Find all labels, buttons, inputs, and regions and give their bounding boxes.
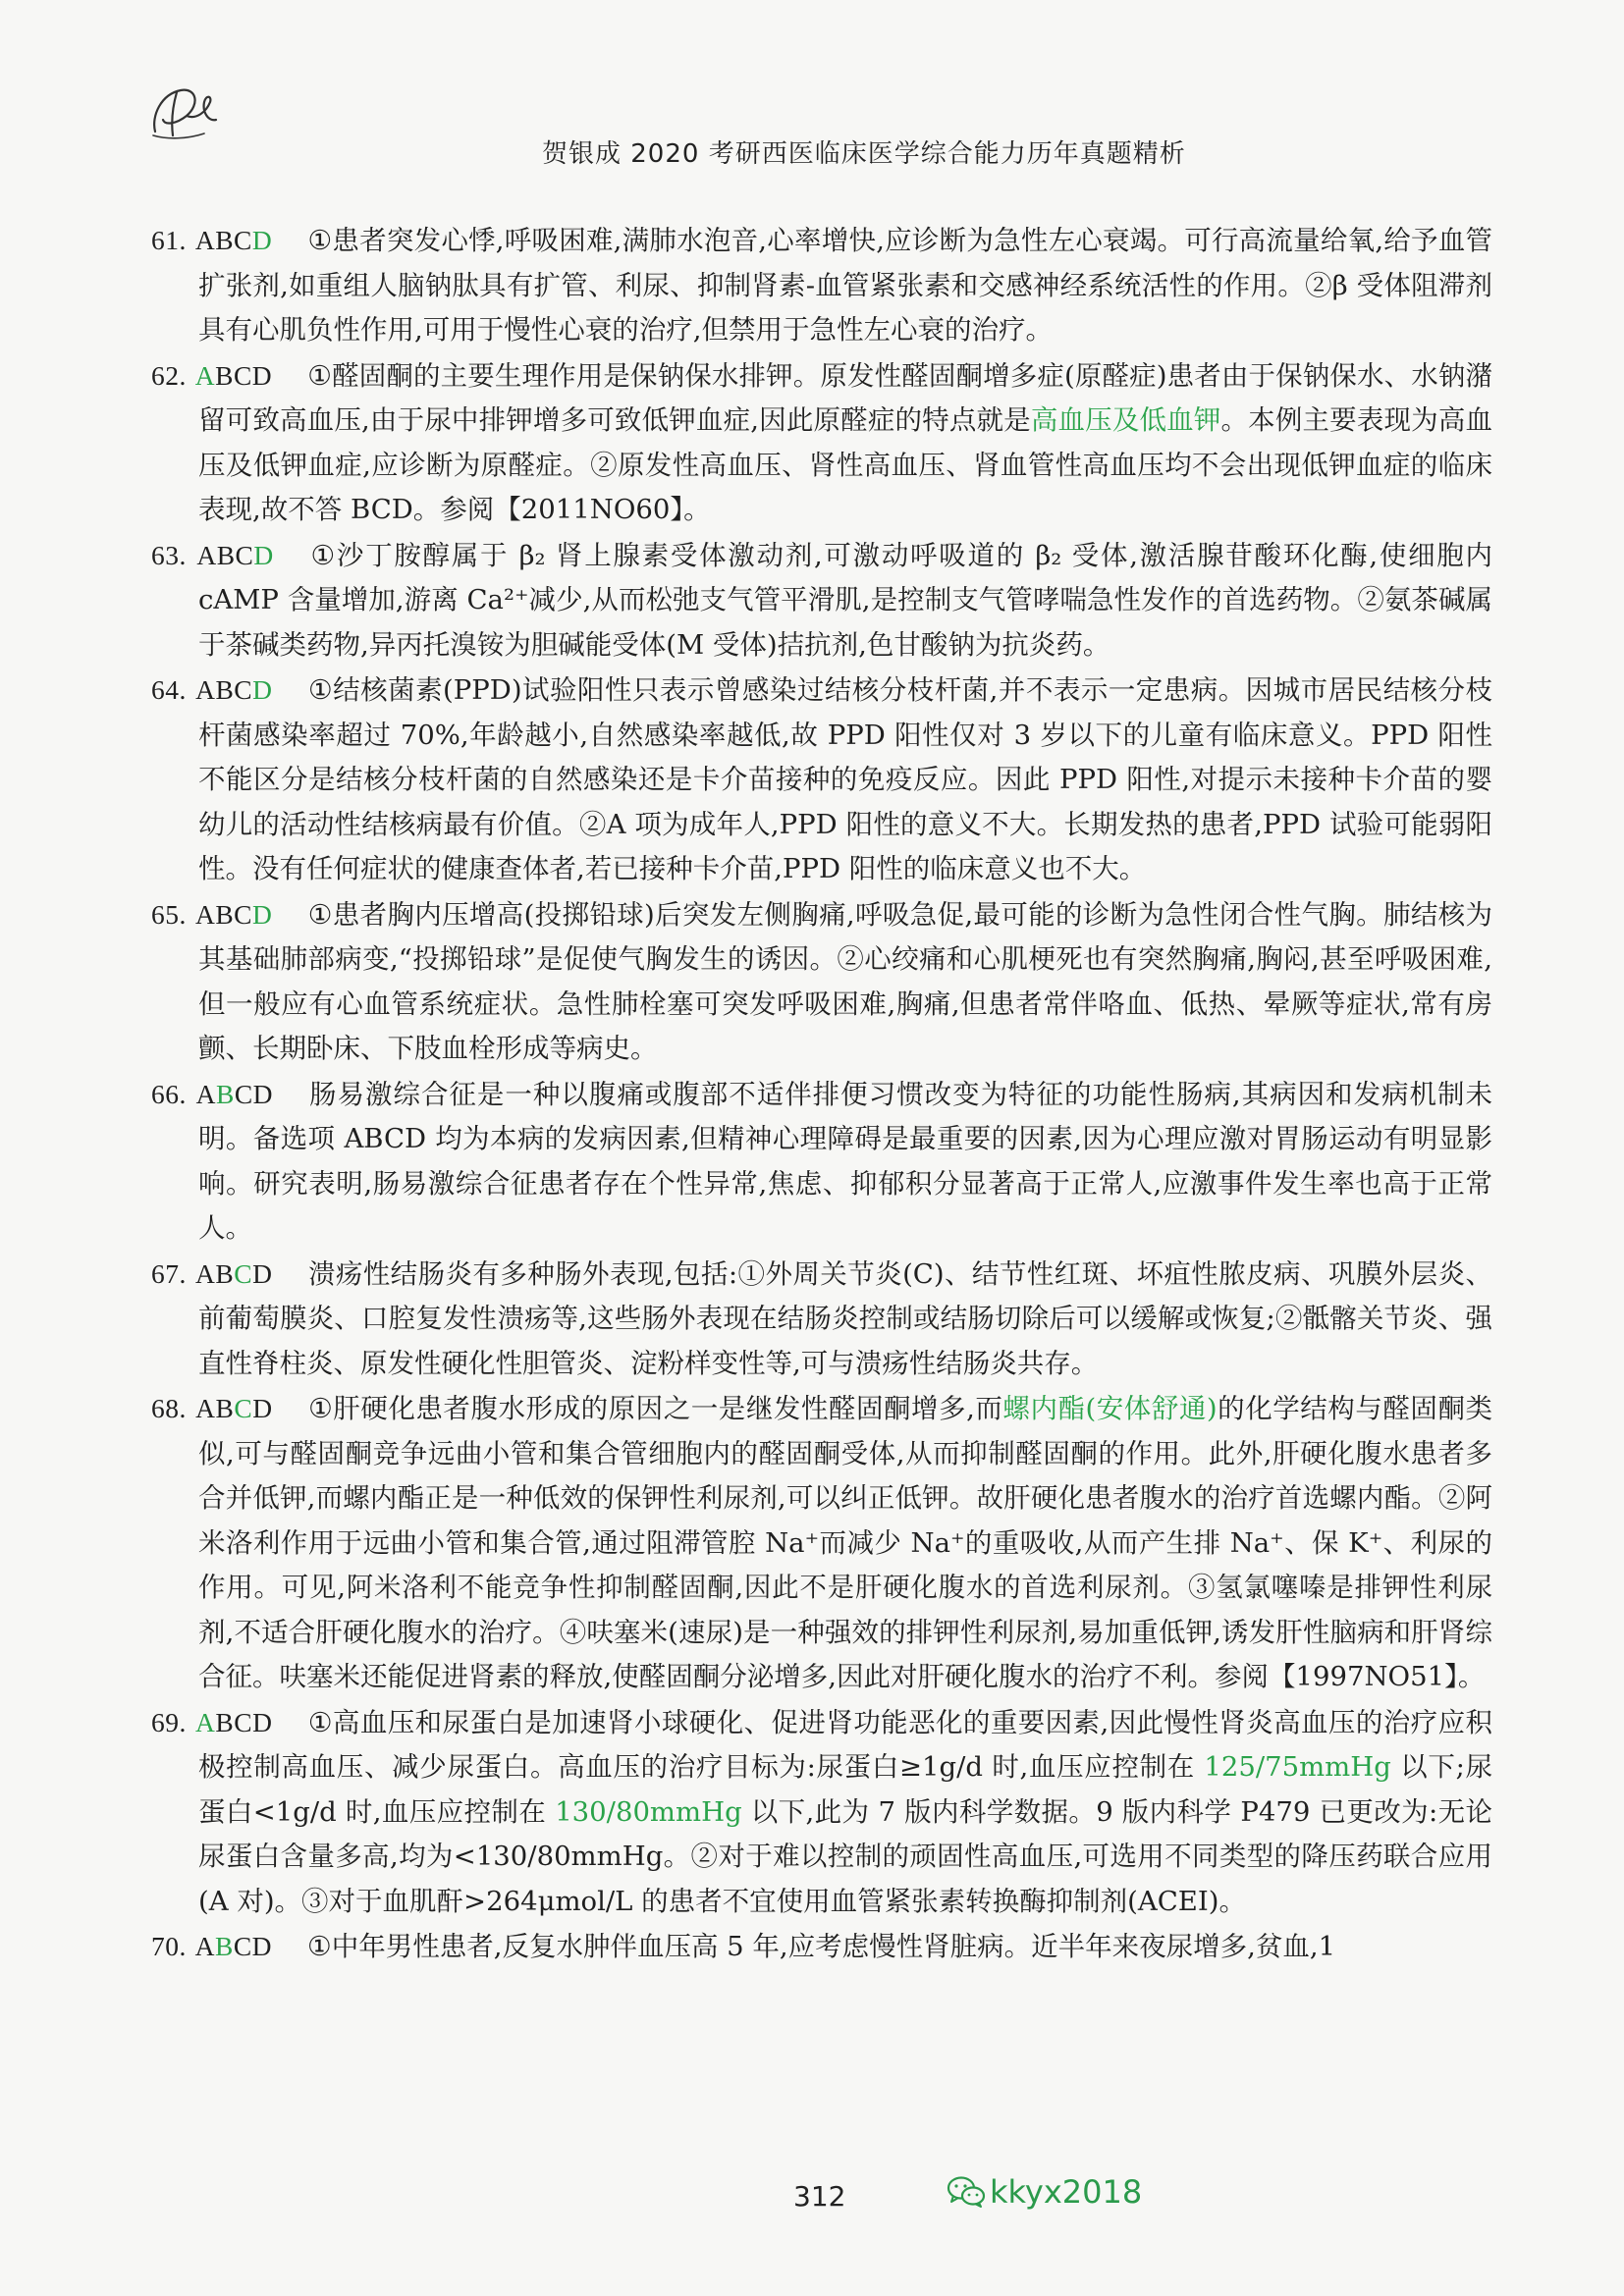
explanation-text: ①患者突发心悸,呼吸困难,满肺水泡音,心率增快,应诊断为急性左心衰竭。可行高流量给氧,给予血管扩张剂,如重组人脑钠肽具有扩管、利尿、抑制肾素-血管紧张素和交感神经系统活性的作用。②β 受体阻滞剂具有心肌负性作用,可用于慢性心衰的治疗,但禁用于急性左心衰的治疗。 [198,225,1493,346]
answer-number: 63. [151,539,187,570]
option-letter: D [252,1257,273,1289]
answer-item [151,533,1492,668]
answer-item [151,1252,1492,1387]
correct-option-letter: A [194,359,216,391]
answer-number: 64. [151,674,187,705]
option-letter: A [194,1931,215,1961]
answer-item [151,1386,1492,1700]
correct-option-letter: D [252,898,273,930]
option-letter: BCD [215,359,273,391]
highlighted-text: 125/75mmHg [1204,1751,1391,1783]
correct-option-letter: C [234,1393,253,1423]
answer-item [151,353,1492,533]
highlighted-text: 130/80mmHg [555,1795,742,1828]
answer-options [195,899,272,930]
brand-text: kkyx2018 [990,2173,1143,2211]
answers-list [151,218,1492,1970]
page-number: 312 [793,2180,846,2213]
answer-number: 65. [151,898,187,930]
explanation-text: ①高血压和尿蛋白是加速肾小球硬化、促进肾功能恶化的重要因素,因此慢性肾炎高血压的治疗应积极控制高血压、减少尿蛋白。高血压的治疗目标为:尿蛋白≥1g/d 时,血压应控制在 [198,1706,1492,1783]
handwritten-logo-icon [147,77,226,145]
explanation-text: ①肝硬化患者腹水形成的原因之一是继发性醛固酮增多,而 [307,1393,1003,1424]
explanation-text: ①醛固酮的主要生理作用是保钠保水排钾。原发性醛固酮增多症(原醛症)患者由于保钠保水、水钠潴留可致高血压,由于尿中排钾增多可致低钾血症,因此原醛症的特点就是 [198,359,1492,436]
explanation-text: ①结核菌素(PPD)试验阳性只表示曾感染过结核分枝杆菌,并不表示一定患病。因城市居民结核分枝杆菌感染率超过 70%,年龄越小,自然感染率越低,故 PPD 阳性仅对 3 岁以下的儿童有临床意义。PPD 阳性不能区分是结核分枝杆菌的自然感染还是卡介苗接种的免疫反应。因此 PPD 阳性,对提示未接种卡介苗的婴幼儿的活动性结核病最有价值。②A 项为成年人,PPD 阳性的意义不大。长期发热的患者,PPD 试验可能弱阳性。没有任何症状的健康查体者,若已接种卡介苗,PPD 阳性的临床意义也不大。 [198,674,1493,884]
wechat-icon [947,2175,986,2209]
answer-item [151,1924,1492,1970]
answer-number: 62. [151,359,187,391]
correct-option-letter: D [252,674,273,705]
answer-number: 61. [151,225,187,255]
answer-item [151,218,1492,353]
explanation-text: 肠易激综合征是一种以腹痛或腹部不适伴排便习惯改变为特征的功能性肠病,其病因和发病机制未明。备选项 ABCD 均为本病的发病因素,但精神心理障碍是最重要的因素,因为心理应激对胃肠运动有明显影响。研究表明,肠易激综合征患者存在个性异常,焦虑、抑郁积分显著高于正常人,应激事件发生率也高于正常人。 [198,1078,1492,1244]
option-letter: CD [234,1078,274,1109]
option-letter: CD [233,1931,273,1961]
answer-number: 68. [151,1393,187,1423]
correct-option-letter: A [195,1706,216,1737]
option-letter: AB [195,1257,235,1289]
running-header-title: 贺银成 2020 考研西医临床医学综合能力历年真题精析 [542,139,1186,169]
correct-option-letter: D [251,225,273,255]
option-letter: BCD [215,1706,273,1737]
option-letter: ABC [194,898,253,930]
answer-number: 67. [151,1257,187,1289]
explanation-text: 以下;尿蛋白<1g/d 时,血压应控制在 [198,1751,1492,1828]
answer-options [195,360,272,391]
highlighted-text: 高血压及低血钾 [1030,404,1221,436]
highlighted-text: 螺内酯(安体舒通) [1002,1393,1218,1424]
option-letter: ABC [194,225,252,255]
answer-number: 66. [151,1078,187,1109]
answer-item [151,892,1492,1072]
option-letter: A [195,1078,216,1109]
explanation-text: ①患者胸内压增高(投掷铅球)后突发左侧胸痛,呼吸急促,最可能的诊断为急性闭合性气胸。肺结核为其基础肺部病变,“投掷铅球”是促使气胸发生的诱因。②心绞痛和心肌梗死也有突然胸痛,胸闷,甚至呼吸困难,但一般应有心血管系统症状。急性肺栓塞可突发呼吸困难,胸痛,但患者常伴咯血、低热、晕厥等症状,常有房颤、长期卧床、下肢血栓形成等病史。 [198,898,1493,1064]
answer-item [151,667,1492,892]
answer-number: 70. [151,1931,187,1961]
answer-options [195,1707,272,1737]
answer-options [196,540,273,570]
correct-option-letter: D [253,539,274,570]
answer-item [151,1700,1492,1925]
explanation-text: ①中年男性患者,反复水肿伴血压高 5 年,应考虑慢性肾脏病。近半年来夜尿增多,贫血,1 [307,1931,1336,1962]
footer-brand [947,2173,1142,2211]
correct-option-letter: C [234,1257,253,1289]
option-letter: AB [195,1393,235,1423]
answer-options [195,1258,272,1289]
option-letter: D [252,1393,273,1423]
answer-options [195,674,272,705]
correct-option-letter: B [215,1931,234,1961]
explanation-text: ①沙丁胺醇属于 β₂ 肾上腺素受体激动剂,可激动呼吸道的 β₂ 受体,激活腺苷酸环化酶,使细胞内 cAMP 含量增加,游离 Ca²⁺减少,从而松弛支气管平滑肌,是控制支气管哮喘急性发作的首选药物。②氨茶碱属于茶碱类药物,异丙托溴铵为胆碱能受体(M 受体)拮抗剂,色甘酸钠为抗炎药。 [198,539,1492,661]
explanation-text: 溃疡性结肠炎有多种肠外表现,包括:①外周关节炎(C)、结节性红斑、坏疽性脓皮病、巩膜外层炎、前葡萄膜炎、口腔复发性溃疡等,这些肠外表现在结肠炎控制或结肠切除后可以缓解或恢复;②骶髂关节炎、强直性脊柱炎、原发性硬化性胆管炎、淀粉样变性等,可与溃疡性结肠炎共存。 [198,1257,1492,1379]
answer-options [196,1079,273,1109]
option-letter: ABC [195,674,253,705]
answer-options [195,1931,272,1961]
option-letter: ABC [196,539,254,570]
answer-options [195,225,272,255]
explanation-text: 的化学结构与醛固酮类似,可与醛固酮竞争远曲小管和集合管细胞内的醛固酮受体,从而抑制醛固酮的作用。此外,肝硬化腹水患者多合并低钾,而螺内酯正是一种低效的保钾性利尿剂,可以纠正低钾。故肝硬化患者腹水的治疗首选螺内酯。②阿米洛利作用于远曲小管和集合管,通过阻滞管腔 Na⁺而减少 Na⁺的重吸收,从而产生排 Na⁺、保 K⁺、利尿的作用。可见,阿米洛利不能竞争性抑制醛固酮,因此不是肝硬化腹水的首选利尿剂。③氢氯噻嗪是排钾性利尿剂,不适合肝硬化腹水的治疗。④呋塞米(速尿)是一种强效的排钾性利尿剂,易加重低钾,诱发肝性脑病和肝肾综合征。呋塞米还能促进肾素的释放,使醛固酮分泌增多,因此对肝硬化腹水的治疗不利。参阅【1997NO51】。 [198,1393,1492,1692]
answer-number: 69. [151,1706,187,1737]
answer-options [195,1393,272,1423]
correct-option-letter: B [215,1078,235,1109]
answer-item [151,1072,1492,1252]
explanation-text: 以下,此为 7 版内科学数据。9 版内科学 P479 已更改为:无论尿蛋白含量多高,均为<130/80mmHg。②对于难以控制的顽固性高血压,可选用不同类型的降压药联合应用(A 对)。③对于血肌酐>264μmol/L 的患者不宜使用血管紧张素转换酶抑制剂(ACEI)。 [198,1795,1492,1917]
explanation-text: 。本例主要表现为高血压及低钾血症,应诊断为原醛症。②原发性高血压、肾性高血压、肾血管性高血压均不会出现低钾血症的临床表现,故不答 BCD。参阅【2011NO60】。 [198,404,1493,525]
